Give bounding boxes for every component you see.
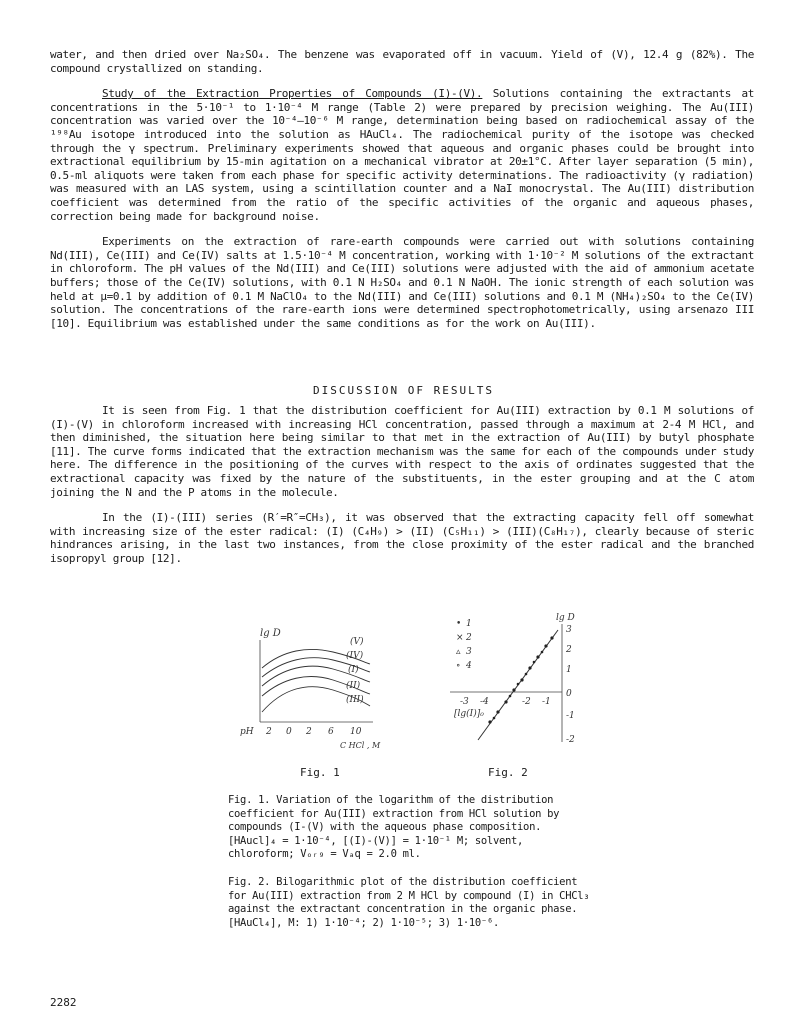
- fig2-legend-symbol: •: [456, 619, 462, 629]
- fig1-curve-label-v: (V): [350, 637, 364, 647]
- fig2-x-tick: -2: [522, 697, 531, 707]
- fig2-legend-label: 1: [466, 619, 472, 629]
- fig1-curve-label-i: (I): [348, 665, 359, 675]
- fig1-x-tick: 2: [306, 727, 312, 737]
- fig2-x-tick: -1: [542, 697, 551, 707]
- paragraph-4: It is seen from Fig. 1 that the distribution coefficient for Au(III) extraction by 0.1 M solutions of (I)-(V) in chloroform increased with increasing HCl concentration, passed through a maximum at 2-4 M HCl, and then diminished, the situation here being similar to that met in the extraction of Au(III) by butyl phosphate [11]. The curve forms indicated that the extraction mechanism was the same for each of the compounds under study here. The difference in the positioning of the curves with respect to the axis of ordinates suggested that the extractional capacity was fixed by the nature of the substituents, in the ester grouping and at the C atom joining the N and the P atoms in the molecule.: [50, 404, 754, 499]
- subsection-heading: Study of the Extraction Properties of Compounds (I)-(V).: [102, 87, 483, 101]
- body-text: [50, 48, 754, 330]
- paragraph-2: [50, 87, 754, 223]
- page-number: 2282: [50, 996, 77, 1009]
- fig1-x-tick: 2: [266, 727, 272, 737]
- fig1-xlabel-prefix: pH: [240, 727, 254, 737]
- fig1-caption: Fig. 1. Variation of the logarithm of the distribution coefficient for Au(III) extraction from HCl solution by compounds (I-(V) with the aqueous phase composition. [HAucl]₄ = 1·10⁻⁴, [(I)-(V)] = 1·10⁻¹ M; solvent, chloroform; Vₒᵣ₉ = Vₐq = 2.0 ml.: [228, 794, 560, 861]
- paragraph-5: In the (I)-(III) series (R′=R″=CH₃), it was observed that the extracting capacity fell off somewhat with increasing size of the ester radical: (I) (C₄H₉) > (II) (C₅H₁₁) > (III)(C₈H₁₇), clearly because of steric hindrances arising, in the last two instances, from the close proximity of the ester radical and the branched isopropyl group [12].: [50, 511, 754, 565]
- fig2-legend-label: 2: [466, 633, 472, 643]
- fig2-y-tick: 1: [566, 665, 572, 675]
- fig1-curve-label-iv: (IV): [346, 651, 364, 661]
- discussion-text: [50, 404, 754, 566]
- fig1-curve-label-iii: (III): [346, 695, 364, 705]
- figure-2: [450, 612, 590, 757]
- fig2-legend-label: 3: [466, 647, 472, 657]
- fig1-curve-label-ii: (II): [346, 681, 361, 691]
- fig2-legend-label: 4: [466, 661, 472, 671]
- figure-1: [238, 622, 408, 757]
- fig2-y-tick: 2: [566, 645, 572, 655]
- fig2-x-tick: -4: [480, 697, 489, 707]
- fig2-caption: Fig. 2. Bilogarithmic plot of the distribution coefficient for Au(III) extraction from 2 M HCl by compound (I) in CHCl₃ against the extractant concentration in the organic phase. [HAuCl₄], M: 1) 1·10⁻⁴; 2) 1·10⁻⁵; 3) 1·10⁻⁶.: [228, 876, 590, 929]
- paragraph-1: water, and then dried over Na₂SO₄. The benzene was evaporated off in vacuum. Yield of (V), 12.4 g (82%). The compound crystallized on standing.: [50, 48, 754, 75]
- fig2-y-tick: -1: [566, 711, 575, 721]
- fig2-label: Fig. 2: [488, 766, 528, 779]
- fig2-y-tick: -2: [566, 735, 575, 745]
- section-heading: DISCUSSION OF RESULTS: [312, 384, 495, 397]
- fig1-xlabel: C HCl , M: [340, 741, 381, 750]
- fig2-y-tick: 0: [566, 689, 572, 699]
- fig2-xlabel: [lg(I)]₀: [454, 709, 484, 719]
- paragraph-3: Experiments on the extraction of rare-earth compounds were carried out with solutions containing Nd(III), Ce(III) and Ce(IV) salts at 1.5·10⁻⁴ M concentration, working with 1·10⁻² M solutions of the extractant in chloroform. The pH values of the Nd(III) and Ce(III) solutions were adjusted with the aid of ammonium acetate buffers; those of the Ce(IV) solutions, with 0.1 N H₂SO₄ and 0.1 N NaOH. The ionic strength of each solution was held at μ=0.1 by addition of 0.1 M NaClO₄ to the Nd(III) and Ce(III) solutions and 0.1 M (NH₄)₂SO₄ to the Ce(IV) solution. The concentrations of the rare-earth ions were determined spectrophotometrically, using arsenazo III [10]. Equilibrium was established under the same conditions as for the work on Au(III).: [50, 235, 754, 330]
- fig1-x-tick: 6: [328, 727, 334, 737]
- fig1-label: Fig. 1: [300, 766, 340, 779]
- fig2-y-tick: 3: [566, 625, 572, 635]
- fig2-x-tick: -3: [460, 697, 469, 707]
- fig1-ylabel: lg D: [260, 628, 281, 639]
- fig1-x-tick: 10: [350, 727, 362, 737]
- fig2-ylabel: lg D: [556, 613, 575, 623]
- paragraph-2-body: Solutions containing the extractants at concentrations in the 5·10⁻¹ to 1·10⁻⁴ M range (Table 2) were prepared by precision weighing. The Au(III) concentration was varied over the 10⁻⁴–10⁻⁶ M range, determination being based on radiochemical assay of the ¹⁹⁸Au isotope introduced into the solution as HAuCl₄. The radiochemical purity of the isotope was checked through the γ spectrum. Preliminary experiments showed that aqueous and organic phases could be brought into extractional equilibrium by 15-min agitation on a mechanical vibrator at 20±1°C. After layer separation (5 min), 0.5-ml aliquots were taken from each phase for specific activity determinations. The radioactivity (γ radiation) was measured with an LAS system, using a scintillation counter and a NaI monocrystal. The Au(III) distribution coefficient was determined from the ratio of the specific activities of the organic and aqueous phases, correction being made for background noise.: [50, 87, 755, 223]
- fig2-legend-symbol: ∘: [456, 661, 461, 671]
- fig1-x-tick: 0: [286, 727, 292, 737]
- fig2-legend-symbol: ×: [456, 633, 464, 643]
- fig2-legend-symbol: ▵: [456, 647, 461, 657]
